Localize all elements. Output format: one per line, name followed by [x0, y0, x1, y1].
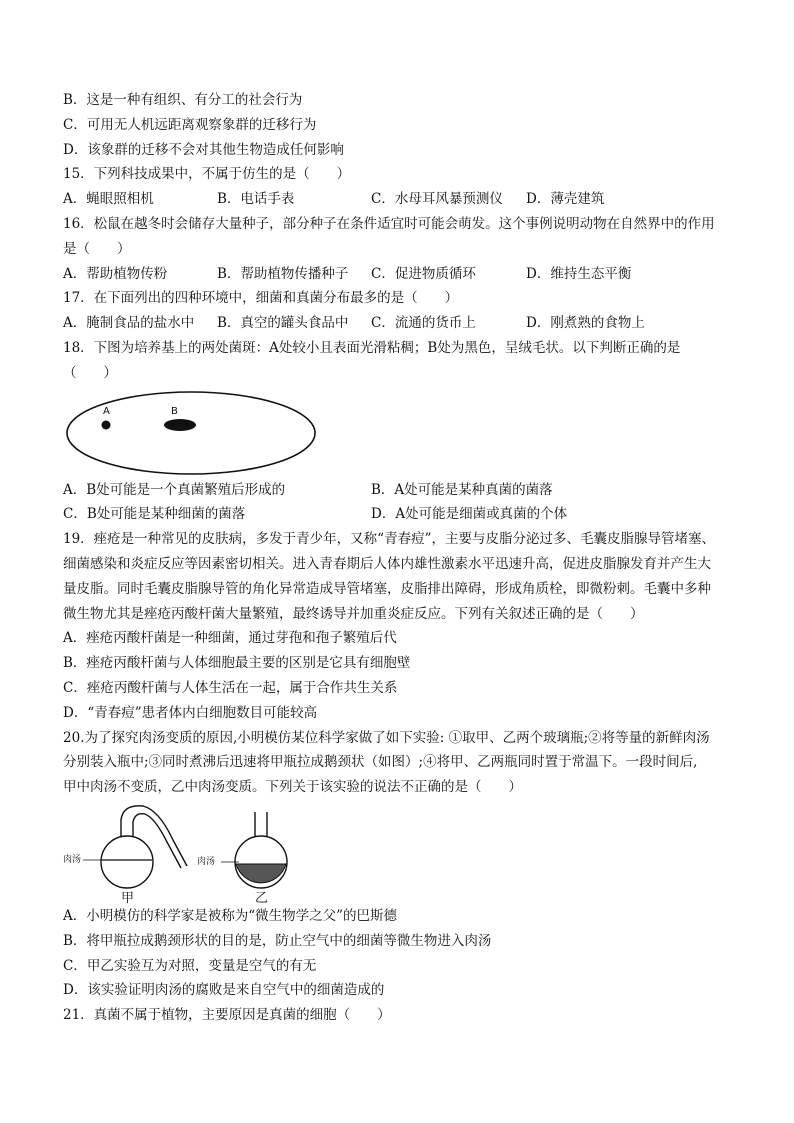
q20-option-b: B．将甲瓶拉成鹅颈形状的目的是，防止空气中的细菌等微生物进入肉汤 — [63, 932, 492, 949]
q19-option-c: C．痤疮丙酸杆菌与人体生活在一起，属于合作共生关系 — [63, 679, 398, 696]
q15-option-c: C．水母耳风暴预测仪 — [371, 191, 503, 208]
q20-option-c: C．甲乙实验互为对照，变量是空气的有无 — [63, 957, 317, 974]
q16-stem-line2: 是（ ） — [63, 240, 131, 257]
q17-stem: 17．在下面列出的四种环境中，细菌和真菌分布最多的是（ ） — [63, 290, 459, 307]
flask-yi-broth — [236, 864, 286, 883]
q16-option-d: D．维持生态平衡 — [526, 265, 632, 282]
q19-stem-line1: 19．痤疮是一种常见的皮肤病，多发于青少年，又称“青春痘”，主要与皮脂分泌过多、毛囊皮脂腺导管堵塞、 — [63, 531, 715, 548]
q18-option-a: A．B处可能是一个真菌繁殖后形成的 — [63, 481, 286, 498]
q18-figure — [63, 386, 735, 478]
colony-a — [102, 420, 111, 429]
q18-stem-line2: （ ） — [63, 364, 117, 381]
label-a: A — [103, 405, 110, 417]
q21-stem: 21．真菌不属于植物，主要原因是真菌的细胞（ ） — [63, 1007, 391, 1024]
broth-label-jia: 肉汤 — [63, 854, 82, 865]
q14-option-d: D．该象群的迁移不会对其他生物造成任何影响 — [63, 141, 344, 158]
q17-option-b: B．真空的罐头食品中 — [217, 315, 349, 332]
q15-stem: 15．下列科技成果中，不属于仿生的是（ ） — [63, 166, 351, 183]
flask-jia-bulb — [101, 836, 153, 888]
q17-option-a: A．腌制食品的盐水中 — [63, 315, 195, 332]
q15-options — [63, 187, 735, 212]
q16-stem-line1: 16．松鼠在越冬时会储存大量种子，部分种子在条件适宜时可能会萌发。这个事例说明动物在自然界中的作用 — [63, 215, 715, 232]
q16-option-b: B．帮助植物传播种子 — [217, 265, 349, 282]
q18-options-row1 — [63, 478, 735, 503]
q20-figure — [63, 800, 735, 904]
exam-content — [63, 88, 735, 1028]
q19-stem-line4: 微生物尤其是痤疮丙酸杆菌大量繁殖，最终诱导并加重炎症反应。下列有关叙述正确的是（ ） — [63, 605, 644, 622]
q14-option-c: C．可用无人机远距离观察象群的迁移行为 — [63, 116, 317, 133]
q18-option-b: B．A处可能是某种真菌的菌落 — [371, 481, 553, 498]
q19-option-a: A．痤疮丙酸杆菌是一种细菌，通过芽孢和孢子繁殖后代 — [63, 630, 397, 647]
q17-option-d: D．刚煮熟的食物上 — [526, 315, 645, 332]
label-yi: 乙 — [255, 890, 269, 904]
q18-options-row2 — [63, 502, 735, 527]
q15-option-b: B．电话手表 — [217, 191, 295, 208]
q15-option-d: D．薄壳建筑 — [526, 191, 605, 208]
colony-b — [164, 419, 196, 431]
q14-option-b: B．这是一种有组织、有分工的社会行为 — [63, 92, 303, 108]
q17-options — [63, 311, 735, 336]
q20-stem-line2: 分别装入瓶中;③同时煮沸后迅速将甲瓶拉成鹅颈状（如图）;④将甲、乙两瓶同时置于常温下。一段时间后, — [63, 754, 698, 771]
petri-dish-figure — [63, 386, 735, 478]
q17-option-c: C．流通的货币上 — [371, 315, 476, 332]
q19-stem-line3: 量皮脂。同时毛囊皮脂腺导管的角化异常造成导管堵塞，皮脂排出障碍，形成角质栓，即微粉刺。毛囊中多种 — [63, 580, 711, 597]
q18-option-d: D．A处可能是细菌或真菌的个体 — [371, 506, 568, 523]
q16-options — [63, 262, 735, 287]
q19-option-b: B．痤疮丙酸杆菌与人体细胞最主要的区别是它具有细胞壁 — [63, 655, 411, 672]
q20-stem-line3: 甲中肉汤不变质，乙中肉汤变质。下列关于该实验的说法不正确的是（ ） — [63, 779, 522, 796]
q19-option-d: D．“青春痘”患者体内白细胞数目可能较高 — [63, 704, 318, 721]
q16-option-c: C．促进物质循环 — [371, 265, 476, 282]
broth-label-yi: 肉汤 — [197, 856, 216, 867]
q20-option-a: A．小明模仿的科学家是被称为“微生物学之父”的巴斯德 — [63, 907, 398, 924]
petri-dish — [67, 392, 315, 474]
q20-option-d: D．该实验证明肉汤的腐败是来自空气中的细菌造成的 — [63, 982, 385, 999]
q18-option-c: C．B处可能是某种细菌的菌落 — [63, 506, 246, 523]
q18-stem-line1: 18．下图为培养基上的两处菌斑：A处较小且表面光滑粘稠；B处为黑色，呈绒毛状。以下判断正确的是 — [63, 339, 681, 356]
q20-stem-line1: 20.为了探究肉汤变质的原因,小明模仿某位科学家做了如下实验: ①取甲、乙两个玻璃瓶;②将等量的新鲜肉汤 — [63, 729, 710, 746]
q16-option-a: A．帮助植物传粉 — [63, 265, 168, 282]
label-b: B — [171, 405, 178, 417]
flask-yi-neck — [255, 812, 267, 837]
q15-option-a: A．蝇眼照相机 — [63, 191, 154, 208]
q19-stem-line2: 细菌感染和炎症反应等因素密切相关。进入青春期后人体内雄性激素水平迅速升高，促进皮脂腺发育并产生大 — [63, 555, 711, 572]
flask-experiment-figure — [63, 800, 735, 904]
label-jia: 甲 — [121, 890, 135, 904]
